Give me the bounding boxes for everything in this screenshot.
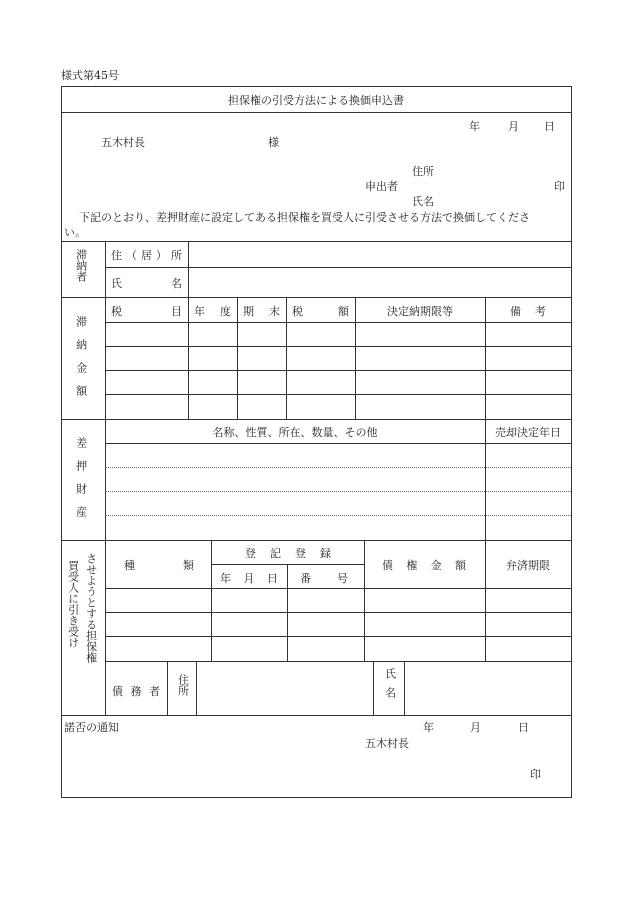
buyer-lien-label-col2: させようとする担保権	[84, 553, 98, 663]
property-label: 差押財産	[74, 437, 88, 529]
amount-header-remarks: 備 考	[510, 305, 546, 318]
date-month-label: 月	[508, 120, 519, 133]
approval-mayor: 五木村長	[365, 737, 409, 750]
body-text-line2: い。	[64, 226, 86, 239]
buyer-lien-reg-date-label: 年 月 日	[220, 572, 278, 585]
delinquent-label: 滞納者	[74, 249, 88, 282]
buyer-lien-registration-label: 登 記 登 録	[245, 547, 331, 560]
property-sale-date-header: 売却決定年日	[495, 426, 561, 439]
amount-header-tax-amount: 税 額	[292, 305, 349, 318]
buyer-lien-debtor-label: 債 務 者	[112, 685, 160, 698]
addressee-name: 五木村長	[101, 136, 145, 149]
applicant-role-label: 申出者	[365, 180, 398, 193]
buyer-lien-name-label: 氏名	[383, 668, 397, 706]
approval-seal-label: 印	[530, 768, 541, 781]
amount-header-year: 年 度	[194, 305, 231, 318]
form-number: 様式第45号	[61, 69, 119, 82]
buyer-lien-reg-number-label: 番 号	[300, 572, 348, 585]
buyer-lien-address-label: 住所	[176, 674, 190, 696]
addressee-honorific: 様	[268, 136, 279, 149]
date-year-label: 年	[469, 120, 480, 133]
applicant-name-label: 氏名	[412, 195, 434, 208]
buyer-lien-payment-deadline-label: 弁済期限	[506, 559, 550, 572]
buyer-lien-type-label: 種 類	[124, 559, 194, 572]
approval-year-label: 年	[423, 721, 434, 734]
amount-header-period: 期 末	[243, 305, 280, 318]
form-title: 担保権の引受方法による換価申込書	[228, 94, 404, 107]
property-header: 名称、性質、所在、数量、その他	[212, 426, 378, 439]
approval-month-label: 月	[470, 721, 481, 734]
delinquent-name-label: 氏 名	[111, 277, 182, 290]
applicant-seal-label: 印	[554, 180, 565, 193]
buyer-lien-claim-amount-label: 債 権 金 額	[382, 559, 466, 572]
body-text-line1: 下記のとおり、差押財産に設定してある担保権を買受人に引受させる方法で換価してくださ	[79, 211, 530, 224]
delinquent-address-label: 住 （ 居 ） 所	[111, 249, 182, 262]
buyer-lien-label-col1: 買受人に引き受け	[66, 560, 80, 648]
approval-label: 諾否の通知	[64, 721, 119, 734]
applicant-address-label: 住所	[412, 165, 434, 178]
amount-header-due-date: 決定納期限等	[387, 305, 453, 318]
amount-label: 滞納金額	[74, 316, 88, 408]
date-day-label: 日	[544, 120, 555, 133]
approval-day-label: 日	[518, 721, 529, 734]
amount-header-tax-item: 税 目	[111, 305, 182, 318]
